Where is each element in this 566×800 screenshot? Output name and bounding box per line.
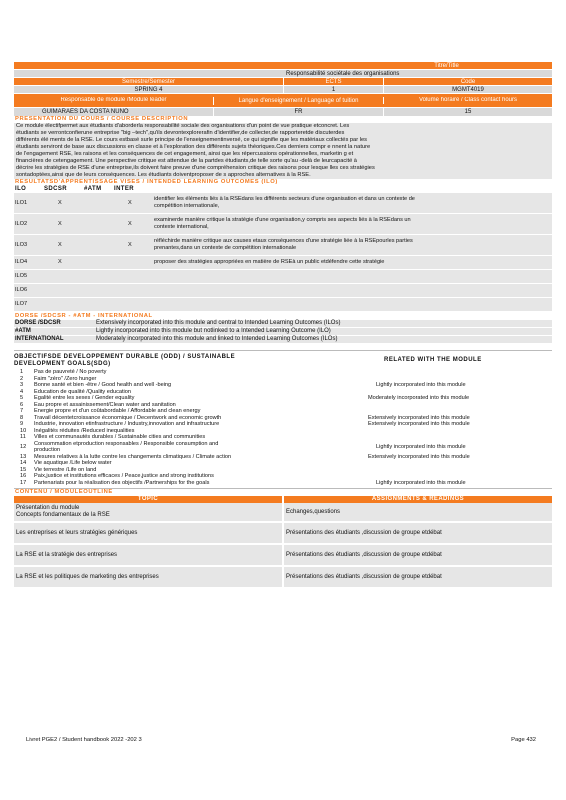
- ilo-sdcsr-mark: X: [58, 259, 62, 265]
- ilo-table: [14, 193, 552, 312]
- sdg-relation: Moderately incorporated into this module: [368, 395, 470, 401]
- sdg-header-line: DEVELOPMENT GOALS(SDG): [14, 360, 111, 367]
- ilo-row: [14, 256, 552, 270]
- outline-assignment: Présentations des étudiants ,discussion de groupe etdébat: [284, 523, 552, 543]
- ects-value: 1: [284, 86, 384, 93]
- ilo-col-label: ILO: [15, 186, 27, 192]
- leader-label-row: [14, 94, 552, 108]
- outline-assignment: Présentations des étudiants ,discussion de groupe etdébat: [284, 545, 552, 565]
- sdg-relation: Extensively incorporated into this module: [368, 453, 470, 460]
- page-footer: [26, 737, 536, 743]
- sdg-number: 6: [20, 401, 24, 408]
- language-label: Langue d'enseignement / Language of tuition: [214, 97, 384, 104]
- footer-page-number: Page 432: [511, 737, 536, 743]
- ilo-text-line: réfléchirde manière critique aux causes etaux conséquences d'une stratégie liée à la RSEpourles parties: [154, 238, 413, 244]
- sdcsr-col-label: SDCSR: [44, 186, 68, 192]
- sdg-number: 4: [20, 388, 24, 395]
- sdg-row: [14, 441, 552, 454]
- outline-topic-line: Concepts fondamentaux de la RSE: [16, 512, 110, 518]
- sdg-header-left: [14, 354, 368, 367]
- outline-row: [14, 567, 552, 589]
- volume-label: Volume horaire / Class contact hours: [418, 97, 518, 103]
- outline-title: CONTENU / MODULEOUTLINE: [15, 489, 113, 495]
- sdg-number: 12: [20, 443, 27, 450]
- sdg-relation: Extensively incorporated into this module: [368, 421, 470, 427]
- sdg-number: 9: [20, 421, 24, 427]
- outline-topic: [14, 567, 284, 587]
- leader-label: Responsable de module /Module leader: [14, 97, 214, 105]
- sdg-goal-line: Bonne santé et bien -être / Good health and well -being: [34, 382, 172, 388]
- footer-handbook: Livret PGE2 / Student handbook 2022 -202 3: [26, 737, 142, 743]
- sdg-relation: Lightly incorporated into this module: [376, 443, 466, 450]
- presentation-line: étudiants se verrontconfierune entreprise "big –tech",qu'ils devrontexplorerafin d'identifier,de collecter,de rapporteretde discuterdes: [16, 130, 345, 136]
- assign-col-label: ASSIGNMENTS & READINGS: [371, 496, 465, 502]
- code-label: Code: [460, 78, 476, 85]
- outline-row: [14, 503, 552, 523]
- ilo-description: [154, 196, 552, 210]
- title-value-row: [14, 70, 552, 78]
- sdg-number: 15: [20, 466, 27, 473]
- ilo-id: ILO5: [15, 273, 28, 279]
- sdg-goal-line: Eau propre et assainissement/Clean water and sanitation: [34, 401, 176, 408]
- ilo-id: ILO3: [15, 241, 28, 248]
- title-label: Titre/Title: [434, 62, 459, 69]
- ilo-inter-mark: X: [128, 220, 132, 227]
- sdg-relation: Extensively incorporated into this module: [368, 414, 470, 421]
- outline-row: [14, 523, 552, 545]
- outline-topic-line: La RSE et la stratégie des entreprises: [16, 551, 118, 558]
- sdg-number: 8: [20, 414, 24, 421]
- ilo-text-line: prenantes,dans un contexte de compétition internationale: [154, 245, 297, 251]
- ilo-description: [154, 217, 552, 231]
- ilo-row: [14, 284, 552, 298]
- sdg-goal-line: production: [34, 447, 61, 453]
- sdg-goal-line: Vie terrestre /Life on land: [34, 466, 97, 473]
- sdg-goal-line: Inégalités réduites /Reduced inequalities: [34, 427, 135, 434]
- sdg-goal-line: Faim "zéro" /Zero hunger: [34, 375, 97, 382]
- dorse-text: Extensively incorporated into this module and central to Intended Learning Outcomes (ILOs): [96, 320, 341, 326]
- ilo-row: [14, 193, 552, 214]
- dorse-text: Lightly incorporated into this module but notlinked to a Intended Learning Outcome (ILO): [96, 328, 331, 334]
- language-value: FR: [214, 108, 384, 116]
- topic-col-label: TOPIC: [14, 496, 284, 503]
- inter-col-label: INTER: [114, 186, 134, 192]
- sdg-row: [14, 480, 552, 487]
- outline-topic-line: Présentation du module: [16, 505, 80, 511]
- sdg-goal-line: Mesures relatives à la lutte contre les changements climatiques / Climate action: [34, 453, 232, 460]
- sdg-number: 3: [20, 382, 24, 388]
- dorse-row: [14, 320, 552, 328]
- dorse-row: [14, 328, 552, 336]
- ilo-id: ILO2: [15, 220, 28, 227]
- ilo-row: [14, 214, 552, 235]
- sdg-header-row: [14, 354, 552, 367]
- outline-row: [14, 545, 552, 567]
- sdg-goal-line: Egalité entre les sexes / Gender equality: [34, 395, 135, 401]
- presentation-title: PRESENTATION DU COURS / COURSE DESCRIPTION: [15, 116, 189, 122]
- ilo-text-line: examinerde manière critique la stratégie d'une organisation,y compris ses aspects liés à la RSEdans un: [154, 217, 411, 223]
- atm-col-label: #ATM: [84, 186, 102, 192]
- presentation-line: de l'engagement RSE, les raisons et les conséquences de cet engagement, ainsi que les répercussions opérationnelles, marketin g et: [16, 151, 354, 157]
- code-value: MGMT4019: [452, 86, 484, 93]
- sdg-number: 14: [20, 460, 27, 466]
- outline-topic-line: Les entreprises et leurs stratégies génériques: [16, 529, 138, 536]
- sdg-goal-line: Villes et communautés durables / Sustainable cities and communities: [34, 434, 206, 440]
- ilo-sdcsr-mark: X: [58, 241, 62, 248]
- sdg-relation: Lightly incorporated into this module: [376, 479, 466, 486]
- sdg-header-right: RELATED WITH THE MODULE: [384, 357, 482, 363]
- ilo-id: ILO7: [15, 301, 28, 307]
- sdg-goal-line: Partenariats pour la réalisation des objectifs /Partnerships for the goals: [34, 479, 210, 486]
- presentation-line: étudiants serviront de base aux discussions en classe et à l'exploration des différents sujets théoriques.Ces derniers compr e nnent la nature: [16, 144, 371, 150]
- sdg-goal-line: Travail décentetcroissance économique / Decentwork and economic growth: [34, 414, 222, 421]
- sdg-number: 16: [20, 473, 27, 479]
- sdg-relation: [368, 434, 552, 441]
- ilo-inter-mark: X: [128, 199, 132, 206]
- ilo-text-line: contexte international,: [154, 224, 209, 230]
- dorse-text: Moderately incorporated into this module and linked to Intended Learning Outcomes (ILOs): [96, 336, 338, 342]
- outline-topic: [14, 503, 284, 521]
- sdg-number: 13: [20, 453, 27, 460]
- dorse-title: DORSE /SDCSR - #ATM - INTERNATIONAL: [15, 313, 153, 319]
- leader-value: GUIMARAES DA COSTA NUNO: [14, 108, 214, 116]
- ilo-row: [14, 298, 552, 312]
- ilo-sdcsr-mark: X: [58, 220, 62, 227]
- sdg-goal: [34, 441, 368, 454]
- ilo-description: [154, 238, 552, 252]
- dorse-row: [14, 336, 552, 343]
- sdg-relation: Lightly incorporated into this module: [376, 382, 466, 388]
- ects-label: ECTS: [284, 78, 384, 85]
- sdg-number: 2: [20, 375, 24, 382]
- ilo-description: [154, 259, 552, 266]
- ilo-row: [14, 270, 552, 284]
- presentation-line: Ce module électifpermet aux étudiants d'aborderla responsabilité sociale des organisations d'un point de vue pratique etconcret. Les: [16, 123, 350, 129]
- ilo-id: ILO4: [15, 259, 28, 265]
- ilo-header-row: [14, 186, 552, 193]
- ilo-text-line: proposer des stratégies appropriées en matière de RSEà un public etdéfendre cette stratégie: [154, 259, 385, 265]
- sdg-number: 7: [20, 408, 24, 414]
- sdg-goal-line: Industrie, innovation etinfrastructure / Industry,innovation and infrastructure: [34, 421, 220, 427]
- sdg-number: 10: [20, 427, 27, 434]
- title-label-row: [14, 62, 552, 70]
- outline-assignment: Présentations des étudiants ,discussion de groupe etdébat: [284, 567, 552, 587]
- outline-table: [14, 503, 552, 589]
- sdg-number: 1: [20, 369, 24, 375]
- presentation-line: financières de cetengagement. Une perspective critique est attendue de la partdes étudiants,de telle sorte qu'au -delà de leurcapacité à: [16, 158, 357, 164]
- sdg-goal-line: Consommation etproduction responsables / Responsible consumption and: [34, 440, 219, 447]
- sdg-number: 11: [20, 434, 26, 440]
- sdg-goal-line: Pas de pauvreté / No poverty: [34, 369, 107, 375]
- ilo-row: [14, 235, 552, 256]
- sdg-goal-line: Paix,justice et institutions efficaces / Peace,justice and strong institutions: [34, 473, 214, 479]
- ilo-title: RESULTATSD'APPRENTISSAGE VISES / INTENDED LEARNING OUTCOMES (ILO): [15, 179, 278, 185]
- ilo-inter-mark: X: [128, 241, 132, 248]
- sdg-header-line: OBJECTIFSDE DEVELOPPEMENT DURABLE (ODD) / SUSTAINABLE: [14, 354, 236, 360]
- outline-header-row: [14, 496, 552, 503]
- presentation-line: sontadoptées,ainsi que de leurs conséquences. Les étudiants doiventproposer de s approches alternatives à la RSE.: [16, 172, 311, 178]
- presentation-body: [14, 123, 552, 179]
- dorse-label: INTERNATIONAL: [15, 336, 64, 342]
- sdg-goal-line: Energie propre et d'un coûtabordable / Affordable and clean energy: [34, 408, 201, 414]
- outline-topic-line: La RSE et les politiques de marketing des entreprises: [16, 573, 159, 580]
- ilo-sdcsr-mark: X: [58, 199, 62, 206]
- module-title: Responsabilité sociétale des organisations: [286, 70, 400, 77]
- semester-value: SPRING 4: [14, 86, 284, 93]
- semester-label-row: [14, 78, 552, 86]
- sdg-table: [14, 350, 552, 489]
- presentation-line: différents élé ments de la RSE. Le cours estbasé surle principe de l'enseignementinversé, ce qui signifie que les matériaux collectés par les: [16, 137, 367, 143]
- outline-topic: [14, 545, 284, 565]
- sdg-number: 17: [20, 479, 27, 486]
- leader-value-row: [14, 108, 552, 116]
- sdg-goal: [34, 480, 368, 487]
- sdg-goal-line: Education de qualité /Quality education: [34, 388, 132, 395]
- ilo-id: ILO6: [15, 287, 28, 293]
- dorse-table: [14, 320, 552, 343]
- semester-value-row: [14, 86, 552, 94]
- ilo-text-line: compétition internationale,: [154, 203, 220, 209]
- semester-label: Semestre/Semester: [14, 78, 284, 85]
- sdg-goal-line: Vie aquatique /Life below water: [34, 460, 112, 466]
- sdg-number: 5: [20, 395, 24, 401]
- presentation-line: décrire les stratégies de RSE d'une entreprise,ils doivent faire preuve d'une compréhension critique des raisons pour lesque lles ces stratégies: [16, 165, 375, 171]
- ilo-text-line: identifier les éléments liés à la RSEdans les différents secteurs d'une organisation et dans un contexte de: [154, 196, 415, 202]
- module-sheet: [14, 62, 552, 589]
- ilo-id: ILO1: [15, 199, 28, 206]
- dorse-label: #ATM: [15, 328, 31, 334]
- outline-assignment: Echanges,questions: [284, 503, 552, 521]
- sdg-rows: [14, 369, 552, 486]
- volume-value: 15: [464, 108, 472, 115]
- outline-topic: [14, 523, 284, 543]
- dorse-label: DORSE /SDCSR: [15, 320, 61, 326]
